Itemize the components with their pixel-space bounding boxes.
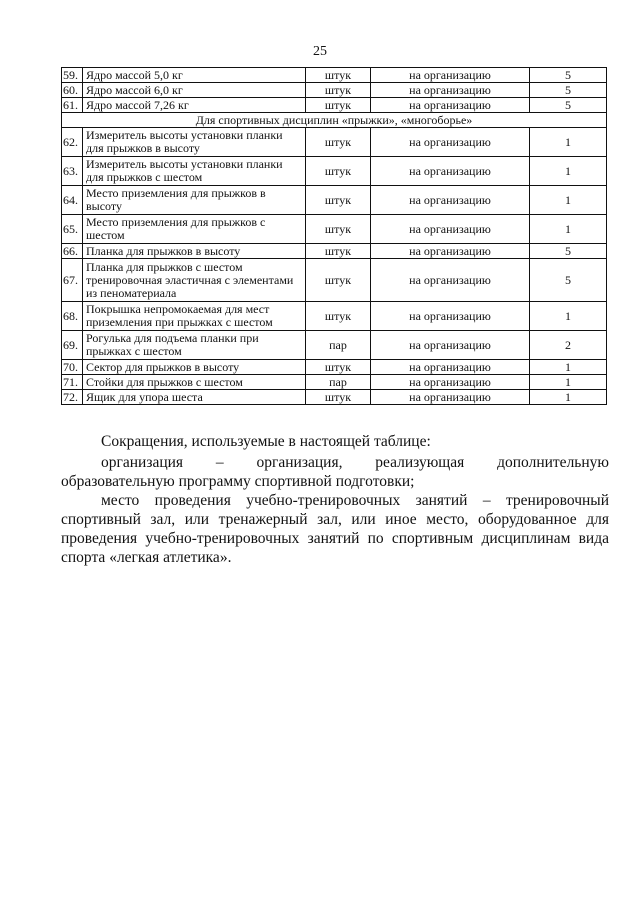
page-number: 25 <box>313 44 327 59</box>
unit-of-measure: штук <box>306 244 371 259</box>
table-row <box>62 157 607 186</box>
unit-of-measure: штук <box>306 215 371 244</box>
calculation-unit: на организацию <box>371 259 530 302</box>
calculation-unit: на организацию <box>371 390 530 405</box>
calculation-unit: на организацию <box>371 215 530 244</box>
quantity: 2 <box>530 331 607 360</box>
unit-of-measure: штук <box>306 259 371 302</box>
item-name: Рогулька для подъема планки при прыжках с шестом <box>83 331 306 360</box>
row-number: 59. <box>62 68 83 83</box>
notes-heading: Сокращения, используемые в настоящей таблице: <box>101 433 431 450</box>
item-name: Планка для прыжков с шестом тренировочная эластичная с элементами из пеноматериала <box>83 259 306 302</box>
row-number: 64. <box>62 186 83 215</box>
item-name: Планка для прыжков в высоту <box>83 244 306 259</box>
table-row <box>62 259 607 302</box>
table-row <box>62 83 607 98</box>
row-number: 66. <box>62 244 83 259</box>
calculation-unit: на организацию <box>371 375 530 390</box>
row-number: 70. <box>62 360 83 375</box>
item-name: Измеритель высоты установки планки для прыжков с шестом <box>83 157 306 186</box>
row-number: 65. <box>62 215 83 244</box>
quantity: 5 <box>530 68 607 83</box>
unit-of-measure: штук <box>306 128 371 157</box>
table-row <box>62 331 607 360</box>
row-number: 72. <box>62 390 83 405</box>
unit-of-measure: пар <box>306 331 371 360</box>
quantity: 1 <box>530 302 607 331</box>
table-row <box>62 98 607 113</box>
item-name: Стойки для прыжков с шестом <box>83 375 306 390</box>
unit-of-measure: пар <box>306 375 371 390</box>
table-body-after-section <box>62 128 607 405</box>
quantity: 1 <box>530 157 607 186</box>
item-name: Измеритель высоты установки планки для прыжков в высоту <box>83 128 306 157</box>
equipment-table <box>61 67 607 405</box>
unit-of-measure: штук <box>306 68 371 83</box>
unit-of-measure: штук <box>306 157 371 186</box>
row-number: 63. <box>62 157 83 186</box>
table-row <box>62 186 607 215</box>
table-row <box>62 360 607 375</box>
table-row <box>62 302 607 331</box>
item-name: Ядро массой 5,0 кг <box>83 68 306 83</box>
item-name: Место приземления для прыжков в высоту <box>83 186 306 215</box>
calculation-unit: на организацию <box>371 128 530 157</box>
row-number: 68. <box>62 302 83 331</box>
quantity: 5 <box>530 244 607 259</box>
calculation-unit: на организацию <box>371 186 530 215</box>
unit-of-measure: штук <box>306 302 371 331</box>
row-number: 62. <box>62 128 83 157</box>
quantity: 1 <box>530 128 607 157</box>
unit-of-measure: штук <box>306 83 371 98</box>
item-name: Ящик для упора шеста <box>83 390 306 405</box>
item-name: Ядро массой 7,26 кг <box>83 98 306 113</box>
calculation-unit: на организацию <box>371 302 530 331</box>
quantity: 1 <box>530 390 607 405</box>
calculation-unit: на организацию <box>371 244 530 259</box>
quantity: 5 <box>530 83 607 98</box>
calculation-unit: на организацию <box>371 98 530 113</box>
table-section-header <box>62 113 607 128</box>
calculation-unit: на организацию <box>371 157 530 186</box>
unit-of-measure: штук <box>306 360 371 375</box>
quantity: 5 <box>530 98 607 113</box>
row-number: 60. <box>62 83 83 98</box>
table-row <box>62 68 607 83</box>
note-organization: организация – организация, реализующая дополнительную образовательную программу спортивной подготовки; <box>61 454 609 490</box>
quantity: 1 <box>530 215 607 244</box>
row-number: 67. <box>62 259 83 302</box>
unit-of-measure: штук <box>306 186 371 215</box>
item-name: Место приземления для прыжков с шестом <box>83 215 306 244</box>
table-row <box>62 390 607 405</box>
row-number: 61. <box>62 98 83 113</box>
item-name: Покрышка непромокаемая для мест приземления при прыжках с шестом <box>83 302 306 331</box>
row-number: 71. <box>62 375 83 390</box>
abbreviations-notes <box>61 432 609 567</box>
item-name: Ядро массой 6,0 кг <box>83 83 306 98</box>
calculation-unit: на организацию <box>371 68 530 83</box>
row-number: 69. <box>62 331 83 360</box>
unit-of-measure: штук <box>306 390 371 405</box>
quantity: 5 <box>530 259 607 302</box>
table-body-before-section <box>62 68 607 113</box>
calculation-unit: на организацию <box>371 360 530 375</box>
table-row <box>62 244 607 259</box>
quantity: 1 <box>530 375 607 390</box>
table-row <box>62 128 607 157</box>
item-name: Сектор для прыжков в высоту <box>83 360 306 375</box>
section-row <box>62 113 607 128</box>
table-row <box>62 375 607 390</box>
quantity: 1 <box>530 360 607 375</box>
unit-of-measure: штук <box>306 98 371 113</box>
table-row <box>62 215 607 244</box>
quantity: 1 <box>530 186 607 215</box>
calculation-unit: на организацию <box>371 331 530 360</box>
section-title: Для спортивных дисциплин «прыжки», «многоборье» <box>62 113 607 128</box>
note-training-place: место проведения учебно-тренировочных занятий – тренировочный спортивный зал, или тренажерный зал, или иное место, оборудованное для проведения учебно-тренировочных занятий по спортивным дисциплинам вида спорта «легкая атлетика». <box>61 492 609 566</box>
calculation-unit: на организацию <box>371 83 530 98</box>
